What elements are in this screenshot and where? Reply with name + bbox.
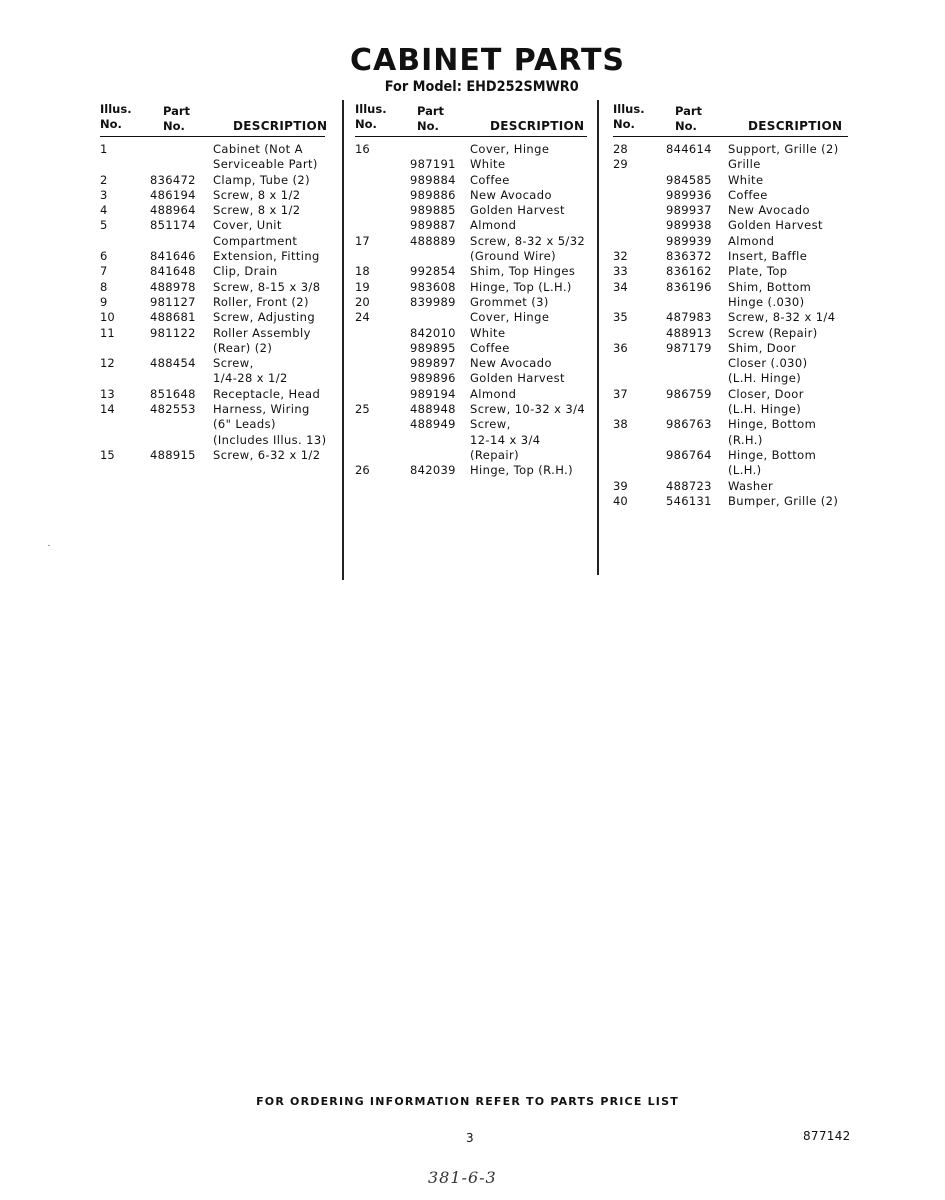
part-row (100, 249, 335, 264)
part-number: 984585 (666, 172, 712, 187)
part-row (613, 234, 853, 249)
part-description (213, 173, 335, 188)
description-line: Receptacle, Head (213, 386, 321, 401)
part-description (213, 448, 335, 463)
illus-number: 40 (613, 493, 628, 508)
part-number: 987191 (410, 157, 456, 172)
illus-number: 10 (100, 310, 115, 325)
part-number: 989896 (410, 371, 456, 386)
part-number: 482553 (150, 402, 196, 417)
description-line: 12-14 x 3/4 (470, 432, 541, 447)
part-row (613, 494, 853, 509)
part-number: 989939 (666, 233, 712, 248)
part-row (613, 417, 853, 448)
part-description (213, 142, 335, 173)
part-description (213, 249, 335, 264)
document-number: 877142 (803, 1129, 851, 1143)
description-line: Hinge, Bottom (728, 417, 817, 432)
part-number: 836372 (666, 249, 712, 264)
part-number: 987179 (666, 340, 712, 355)
part-description (728, 341, 853, 387)
part-description (728, 142, 853, 157)
part-row (613, 326, 853, 341)
part-row (613, 203, 853, 218)
part-row (613, 249, 853, 264)
part-row (355, 463, 595, 478)
description-line: Closer (.030) (728, 356, 808, 371)
part-description (728, 310, 853, 325)
part-row (355, 310, 595, 325)
part-row (100, 280, 335, 295)
column-header (100, 102, 335, 136)
part-description (728, 249, 853, 264)
part-number: 841648 (150, 264, 196, 279)
part-number: 487983 (666, 310, 712, 325)
part-row (100, 188, 335, 203)
parts-list (613, 142, 853, 509)
illus-number: 34 (613, 279, 628, 294)
description-line: Hinge, Top (L.H.) (470, 279, 572, 294)
part-description (728, 479, 853, 494)
description-line: White (728, 172, 764, 187)
part-number: 989194 (410, 386, 456, 401)
part-number: 836196 (666, 279, 712, 294)
illus-number: 5 (100, 218, 108, 233)
part-row (355, 295, 595, 310)
column-header (613, 102, 853, 136)
part-number: 989936 (666, 187, 712, 202)
description-line: Roller Assembly (213, 325, 311, 340)
part-description (470, 173, 595, 188)
part-row (613, 218, 853, 233)
description-line: Cover, Unit (213, 218, 282, 233)
description-line: Almond (728, 233, 775, 248)
part-row (100, 387, 335, 402)
part-description (470, 203, 595, 218)
illus-number: 7 (100, 264, 108, 279)
description-line: Plate, Top (728, 264, 788, 279)
part-row (355, 203, 595, 218)
part-row (613, 479, 853, 494)
part-row (613, 142, 853, 157)
part-description (470, 280, 595, 295)
part-number: 986763 (666, 417, 712, 432)
part-description (470, 341, 595, 356)
part-row (100, 310, 335, 325)
part-description (728, 173, 853, 188)
description-line: Screw, 8-32 x 1/4 (728, 310, 836, 325)
description-line: (L.H.) (728, 463, 762, 478)
part-row (613, 448, 853, 479)
illus-number: 38 (613, 417, 628, 432)
part-description (213, 310, 335, 325)
part-row (355, 188, 595, 203)
part-number: 488964 (150, 203, 196, 218)
part-description (728, 417, 853, 448)
illus-number: 29 (613, 157, 628, 172)
part-description (213, 387, 335, 402)
part-no-header: Part No. (417, 104, 445, 133)
part-no-header: Part No. (675, 104, 703, 133)
description-line: Screw, 8 x 1/2 (213, 203, 301, 218)
description-line: (Repair) (470, 447, 519, 462)
part-number: 983608 (410, 279, 456, 294)
page-title: CABINET PARTS (349, 43, 626, 78)
illus-number: 9 (100, 294, 108, 309)
part-row (100, 448, 335, 463)
part-description (213, 203, 335, 218)
description-line: Grille (728, 157, 761, 172)
description-line: Coffee (470, 340, 510, 355)
illus-number: 16 (355, 142, 370, 156)
description-line: Clip, Drain (213, 264, 278, 279)
part-description (728, 387, 853, 418)
illus-number: 35 (613, 310, 628, 325)
part-row (100, 218, 335, 249)
ordering-note: FOR ORDERING INFORMATION REFER TO PARTS PRICE LIST (256, 1095, 679, 1108)
illus-number: 11 (100, 325, 115, 340)
illus-no-header: Illus. No. (613, 102, 645, 131)
part-row (613, 264, 853, 279)
description-line: (R.H.) (728, 432, 763, 447)
part-row (355, 264, 595, 279)
part-description (728, 494, 853, 509)
part-number: 486194 (150, 187, 196, 202)
part-description (470, 326, 595, 341)
illus-number: 8 (100, 279, 108, 294)
part-description (728, 234, 853, 249)
part-description (213, 188, 335, 203)
part-description (213, 402, 335, 448)
part-description (728, 218, 853, 233)
part-row (355, 417, 595, 463)
description-line: Screw, (470, 417, 511, 432)
part-number: 488978 (150, 279, 196, 294)
illus-number: 25 (355, 402, 370, 417)
part-number: 836162 (666, 264, 712, 279)
part-number: 839989 (410, 294, 456, 309)
part-number: 981127 (150, 294, 196, 309)
parts-list (355, 142, 595, 479)
part-description (213, 218, 335, 249)
description-line: (L.H. Hinge) (728, 402, 802, 417)
description-line: Insert, Baffle (728, 249, 808, 264)
part-number: 488723 (666, 478, 712, 493)
part-row (100, 402, 335, 448)
part-description (470, 188, 595, 203)
illus-number: 14 (100, 402, 115, 417)
illus-number: 24 (355, 310, 370, 325)
page-number: 3 (466, 1131, 474, 1145)
part-row (100, 326, 335, 357)
description-line: Serviceable Part) (213, 157, 318, 172)
description-line: Screw, 8-15 x 3/8 (213, 279, 321, 294)
part-description (728, 157, 853, 172)
description-line: Grommet (3) (470, 294, 549, 309)
description-line: Cover, Hinge (470, 142, 550, 156)
part-description (728, 326, 853, 341)
illus-number: 13 (100, 386, 115, 401)
description-header: DESCRIPTION (233, 119, 328, 133)
description-line: Support, Grille (2) (728, 142, 839, 156)
illus-number: 37 (613, 386, 628, 401)
illus-number: 18 (355, 264, 370, 279)
description-line: Screw, (213, 356, 254, 371)
description-line: New Avocado (728, 203, 810, 218)
part-description (470, 295, 595, 310)
part-row (355, 142, 595, 157)
description-line: Harness, Wiring (213, 402, 310, 417)
part-number: 844614 (666, 142, 712, 156)
parts-list (100, 142, 335, 463)
part-number: 488913 (666, 325, 712, 340)
description-line: White (470, 157, 506, 172)
description-line: Screw, 6-32 x 1/2 (213, 447, 321, 462)
part-description (470, 157, 595, 172)
description-line: Shim, Bottom (728, 279, 812, 294)
part-number: 989887 (410, 218, 456, 233)
part-row (355, 356, 595, 371)
model-subtitle: For Model: EHD252SMWR0 (384, 79, 579, 95)
description-line: Hinge, Bottom (728, 447, 817, 462)
description-line: Coffee (470, 172, 510, 187)
part-number: 851648 (150, 386, 196, 401)
parts-column-1 (100, 102, 335, 463)
part-row (355, 402, 595, 417)
illus-number: 39 (613, 478, 628, 493)
description-line: 1/4-28 x 1/2 (213, 371, 288, 386)
part-row (100, 295, 335, 310)
part-row (355, 387, 595, 402)
part-number: 488889 (410, 233, 456, 248)
part-number: 989895 (410, 340, 456, 355)
part-number: 989897 (410, 356, 456, 371)
description-line: Screw, 8 x 1/2 (213, 187, 301, 202)
illus-number: 19 (355, 279, 370, 294)
part-description (728, 203, 853, 218)
part-description (213, 295, 335, 310)
illus-number: 32 (613, 249, 628, 264)
header-rule (355, 136, 587, 137)
description-line: (L.H. Hinge) (728, 371, 802, 386)
description-line: New Avocado (470, 187, 552, 202)
part-row (613, 310, 853, 325)
illus-number: 17 (355, 233, 370, 248)
illus-number: 36 (613, 340, 628, 355)
description-line: Compartment (213, 233, 298, 248)
part-number: 842010 (410, 325, 456, 340)
illus-number: 28 (613, 142, 628, 156)
illus-number: 15 (100, 447, 115, 462)
parts-column-3 (613, 102, 853, 509)
part-no-header: Part No. (163, 104, 191, 133)
description-line: New Avocado (470, 356, 552, 371)
part-row (613, 157, 853, 172)
illus-number: 20 (355, 294, 370, 309)
part-description (470, 417, 595, 463)
part-number: 986764 (666, 447, 712, 462)
illus-number: 6 (100, 249, 108, 264)
part-description (213, 326, 335, 357)
part-number: 488454 (150, 356, 196, 371)
description-line: (Includes Illus. 13) (213, 432, 327, 447)
description-line: Golden Harvest (728, 218, 823, 233)
description-line: Cabinet (Not A (213, 142, 303, 156)
part-number: 488948 (410, 402, 456, 417)
part-description (728, 264, 853, 279)
part-row (613, 280, 853, 311)
description-line: Screw, Adjusting (213, 310, 316, 325)
part-number: 989886 (410, 187, 456, 202)
part-description (470, 371, 595, 386)
part-row (100, 356, 335, 387)
part-number: 851174 (150, 218, 196, 233)
description-line: Coffee (728, 187, 768, 202)
header-rule (613, 136, 848, 137)
part-row (355, 157, 595, 172)
column-divider (342, 100, 344, 580)
part-row (355, 371, 595, 386)
part-row (100, 203, 335, 218)
part-number: 841646 (150, 249, 196, 264)
description-header: DESCRIPTION (490, 119, 585, 133)
description-line: Almond (470, 218, 517, 233)
part-row (613, 173, 853, 188)
illus-number: 26 (355, 463, 370, 478)
part-number: 989937 (666, 203, 712, 218)
part-number: 546131 (666, 493, 712, 508)
header-rule (100, 136, 325, 137)
description-line: Almond (470, 386, 517, 401)
part-number: 981122 (150, 325, 196, 340)
description-line: (Rear) (2) (213, 340, 273, 355)
part-number: 992854 (410, 264, 456, 279)
description-header: DESCRIPTION (748, 119, 843, 133)
part-description (470, 463, 595, 478)
column-divider (597, 100, 599, 575)
description-line: Closer, Door (728, 386, 804, 401)
handwritten-annotation: 381-6-3 (428, 1168, 497, 1187)
part-row (355, 326, 595, 341)
scan-artifact (48, 545, 50, 546)
part-number: 842039 (410, 463, 456, 478)
description-line: (Ground Wire) (470, 249, 556, 264)
part-number: 989884 (410, 172, 456, 187)
part-description (470, 142, 595, 157)
illus-no-header: Illus. No. (100, 102, 132, 131)
part-row (613, 341, 853, 387)
part-description (470, 387, 595, 402)
description-line: Shim, Top Hinges (470, 264, 576, 279)
part-row (100, 142, 335, 173)
part-description (213, 356, 335, 387)
part-number: 989885 (410, 203, 456, 218)
part-row (613, 387, 853, 418)
description-line: White (470, 325, 506, 340)
part-number: 989938 (666, 218, 712, 233)
description-line: Extension, Fitting (213, 249, 320, 264)
part-number: 488681 (150, 310, 196, 325)
description-line: Bumper, Grille (2) (728, 493, 839, 508)
part-description (470, 310, 595, 325)
description-line: Hinge (.030) (728, 294, 805, 309)
part-row (100, 264, 335, 279)
description-line: (6" Leads) (213, 417, 276, 432)
description-line: Golden Harvest (470, 371, 565, 386)
description-line: Washer (728, 478, 774, 493)
part-description (470, 264, 595, 279)
description-line: Clamp, Tube (2) (213, 172, 310, 187)
part-description (213, 280, 335, 295)
part-description (470, 218, 595, 233)
illus-number: 33 (613, 264, 628, 279)
part-row (100, 173, 335, 188)
part-number: 488949 (410, 417, 456, 432)
part-description (470, 356, 595, 371)
description-line: Screw, 8-32 x 5/32 (470, 233, 586, 248)
description-line: Screw, 10-32 x 3/4 (470, 402, 586, 417)
part-description (728, 188, 853, 203)
part-number: 986759 (666, 386, 712, 401)
part-row (613, 188, 853, 203)
illus-number: 2 (100, 172, 108, 187)
description-line: Hinge, Top (R.H.) (470, 463, 573, 478)
part-description (470, 402, 595, 417)
part-row (355, 280, 595, 295)
description-line: Cover, Hinge (470, 310, 550, 325)
part-number: 488915 (150, 447, 196, 462)
illus-number: 3 (100, 187, 108, 202)
column-header (355, 102, 595, 136)
part-description (728, 448, 853, 479)
part-row (355, 234, 595, 265)
description-line: Roller, Front (2) (213, 294, 309, 309)
illus-no-header: Illus. No. (355, 102, 387, 131)
part-description (728, 280, 853, 311)
part-row (355, 218, 595, 233)
description-line: Screw (Repair) (728, 325, 818, 340)
description-line: Shim, Door (728, 340, 796, 355)
illus-number: 12 (100, 356, 115, 371)
part-number: 836472 (150, 172, 196, 187)
parts-column-2 (355, 102, 595, 479)
description-line: Golden Harvest (470, 203, 565, 218)
illus-number: 4 (100, 203, 108, 218)
part-description (470, 234, 595, 265)
part-row (355, 173, 595, 188)
illus-number: 1 (100, 142, 108, 156)
part-row (355, 341, 595, 356)
part-description (213, 264, 335, 279)
